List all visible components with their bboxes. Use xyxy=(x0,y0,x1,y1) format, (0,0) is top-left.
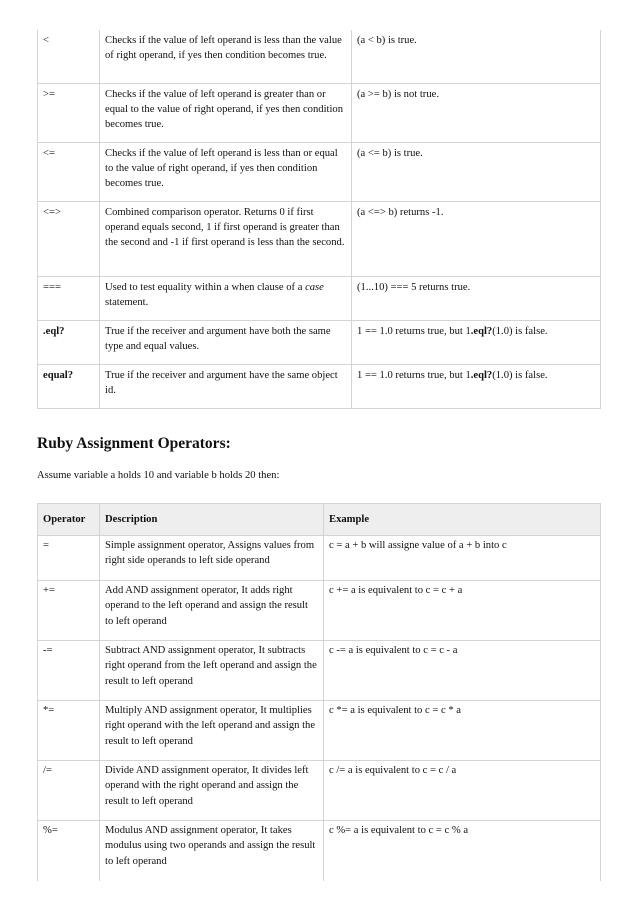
assignment-operators-table xyxy=(37,503,601,881)
example-text: 1 == 1.0 returns true, but 1 xyxy=(357,369,471,381)
operator-cell: += xyxy=(38,581,100,641)
eql-method: .eql? xyxy=(470,369,493,381)
table-row xyxy=(38,276,601,320)
description-cell: True if the receiver and argument have both the same type and equal values. xyxy=(100,320,352,364)
table-row xyxy=(38,641,601,701)
operator-cell: *= xyxy=(38,701,100,761)
description-cell: Modulus AND assignment operator, It takes modulus using two operands and assign the result to left operand xyxy=(100,821,324,881)
example-cell: c *= a is equivalent to c = c * a xyxy=(324,701,601,761)
example-cell: c = a + b will assigne value of a + b into c xyxy=(324,536,601,581)
description-text: Used to test equality within a when clause of a xyxy=(105,281,303,293)
operator-cell: <= xyxy=(38,142,100,201)
table-row xyxy=(38,761,601,821)
description-cell: Simple assignment operator, Assigns values from right side operands to left side operand xyxy=(100,536,324,581)
description-cell: True if the receiver and argument have the same object id. xyxy=(100,364,352,408)
description-cell: Combined comparison operator. Returns 0 if first operand equals second, 1 if first operand is greater than the second and -1 if first operand is less than the second. xyxy=(100,201,352,276)
column-header-operator: Operator xyxy=(38,504,100,536)
table-row xyxy=(38,821,601,881)
description-cell: Checks if the value of left operand is less than or equal to the value of right operand, if yes then condition becomes true. xyxy=(100,142,352,201)
operator-cell: equal? xyxy=(38,364,100,408)
operator-cell: /= xyxy=(38,761,100,821)
example-tail: (1.0) is false. xyxy=(492,369,548,381)
table-row xyxy=(38,536,601,581)
operator-cell: === xyxy=(38,276,100,320)
table-row xyxy=(38,201,601,276)
comparison-operators-table xyxy=(37,30,601,409)
operator-cell: %= xyxy=(38,821,100,881)
example-cell: c += a is equivalent to c = c + a xyxy=(324,581,601,641)
column-header-description: Description xyxy=(100,504,324,536)
description-tail: statement. xyxy=(105,296,149,308)
operator-cell: >= xyxy=(38,83,100,142)
example-cell xyxy=(352,364,601,408)
column-header-example: Example xyxy=(324,504,601,536)
example-cell: (a <=> b) returns -1. xyxy=(352,201,601,276)
example-cell xyxy=(352,320,601,364)
example-cell: (a < b) is true. xyxy=(352,30,601,83)
example-cell: (1...10) === 5 returns true. xyxy=(352,276,601,320)
table-header-row xyxy=(38,504,601,536)
table-row xyxy=(38,701,601,761)
description-cell: Multiply AND assignment operator, It multiplies right operand with the left operand and assign the result to left operand xyxy=(100,701,324,761)
description-cell: Subtract AND assignment operator, It subtracts right operand from the left operand and assign the result to left operand xyxy=(100,641,324,701)
table-row xyxy=(38,364,601,408)
example-cell: (a <= b) is true. xyxy=(352,142,601,201)
description-cell: Divide AND assignment operator, It divides left operand with the right operand and assign the result to left operand xyxy=(100,761,324,821)
section-heading: Ruby Assignment Operators: xyxy=(37,435,231,452)
table-row xyxy=(38,142,601,201)
case-keyword: case xyxy=(305,281,324,293)
example-tail: (1.0) is false. xyxy=(492,325,548,337)
table-row xyxy=(38,30,601,83)
description-cell: Add AND assignment operator, It adds right operand to the left operand and assign the result to left operand xyxy=(100,581,324,641)
example-cell: c /= a is equivalent to c = c / a xyxy=(324,761,601,821)
eql-method: .eql? xyxy=(470,325,493,337)
example-cell: (a >= b) is not true. xyxy=(352,83,601,142)
description-cell: Checks if the value of left operand is less than the value of right operand, if yes then condition becomes true. xyxy=(100,30,352,83)
table-row xyxy=(38,320,601,364)
operator-cell: < xyxy=(38,30,100,83)
example-cell: c %= a is equivalent to c = c % a xyxy=(324,821,601,881)
description-cell: Checks if the value of left operand is greater than or equal to the value of right operand, if yes then condition becomes true. xyxy=(100,83,352,142)
example-text: 1 == 1.0 returns true, but 1 xyxy=(357,325,471,337)
example-cell: c -= a is equivalent to c = c - a xyxy=(324,641,601,701)
operator-cell: .eql? xyxy=(38,320,100,364)
table-row xyxy=(38,83,601,142)
description-cell xyxy=(100,276,352,320)
operator-cell: <=> xyxy=(38,201,100,276)
operator-cell: = xyxy=(38,536,100,581)
operator-cell: -= xyxy=(38,641,100,701)
section-intro: Assume variable a holds 10 and variable b holds 20 then: xyxy=(37,470,280,481)
table-row xyxy=(38,581,601,641)
